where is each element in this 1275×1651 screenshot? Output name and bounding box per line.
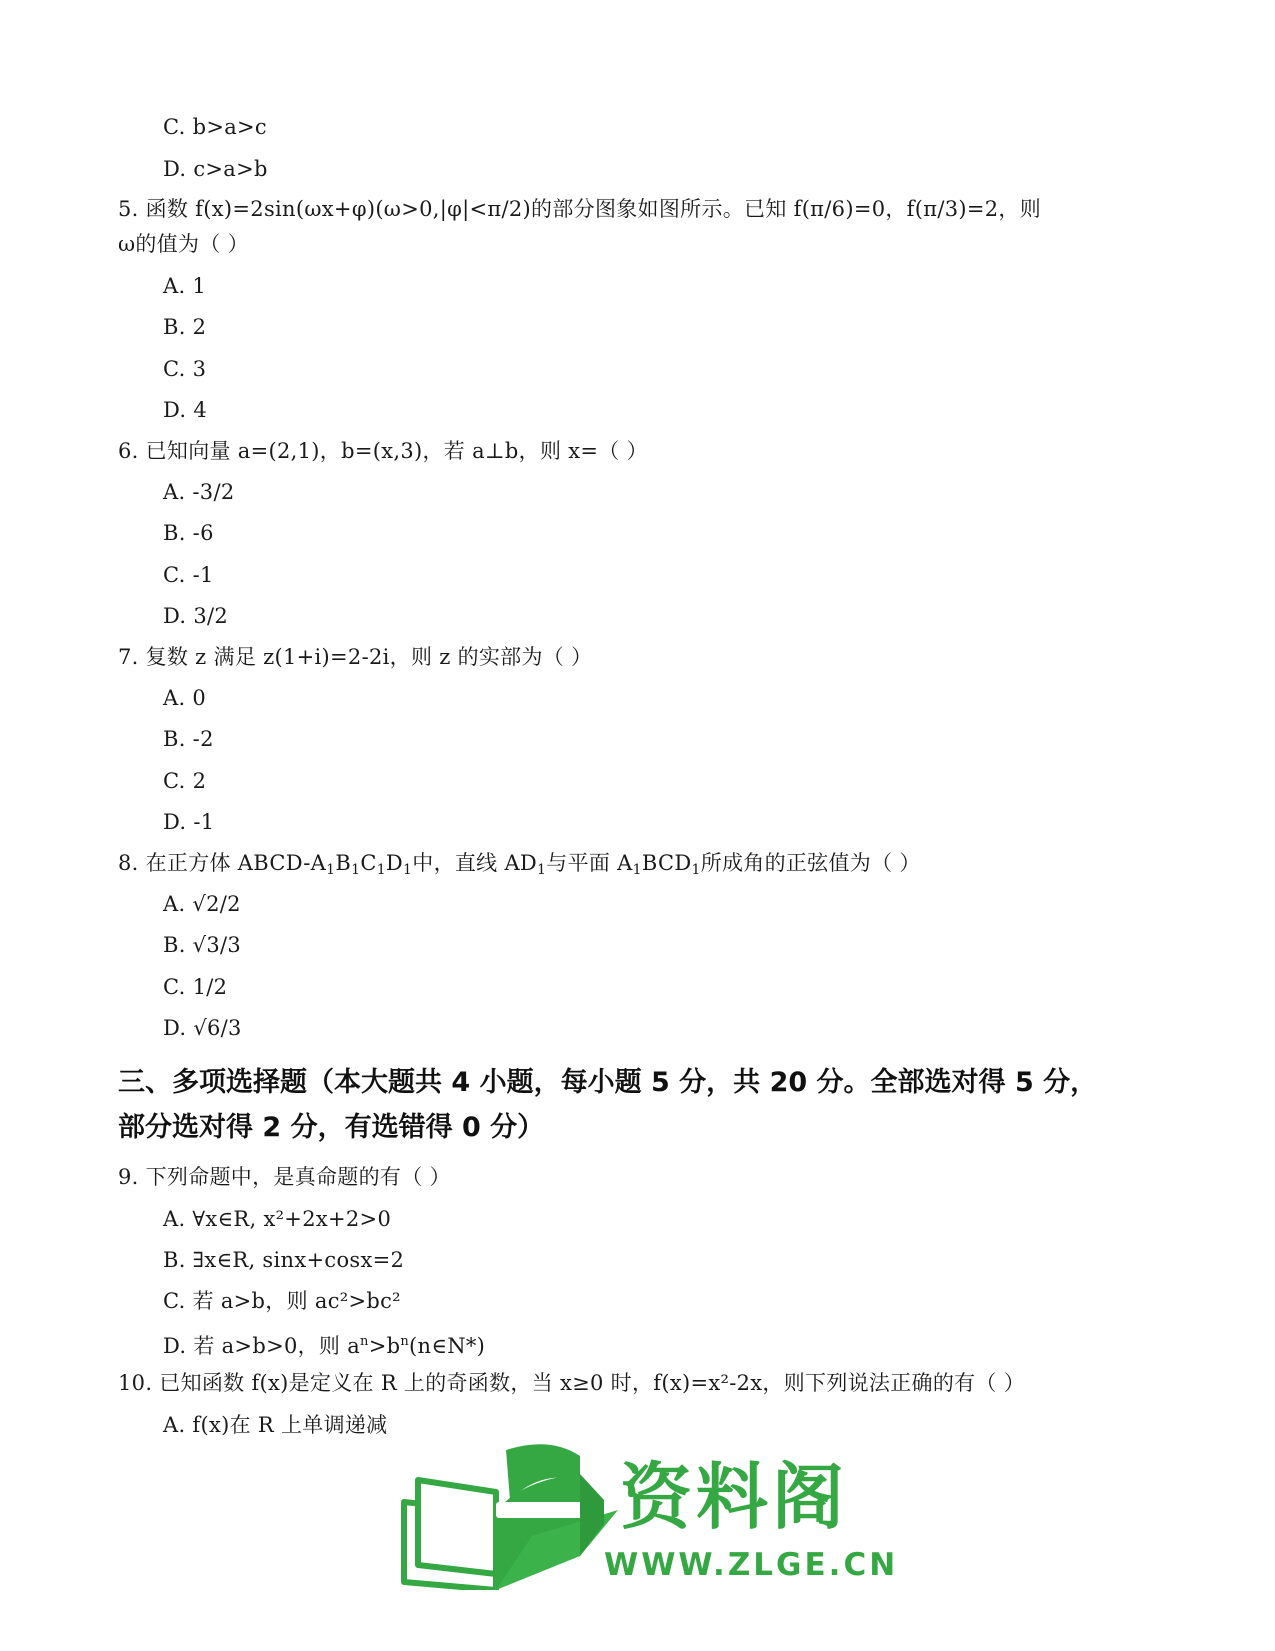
q8-subscript: 1 [537, 862, 547, 878]
q8-text: BCD [641, 851, 692, 875]
q7-stem: 7. 复数 z 满足 z(1+i)=2-2i，则 z 的实部为（ ） [118, 645, 593, 669]
q5-option-c: C. 3 [163, 357, 207, 381]
q5-stem-line2: ω的值为（ ） [118, 232, 249, 256]
q8-subscript: 1 [691, 862, 701, 878]
q8-text: 8. 在正方体 ABCD-A [118, 851, 327, 875]
q4-option-d: D. c>a>b [163, 157, 268, 181]
q8-option-a: A. √2/2 [163, 892, 241, 916]
q5-option-d: D. 4 [163, 398, 207, 422]
q9-stem: 9. 下列命题中，是真命题的有（ ） [118, 1165, 451, 1189]
q8-text: 中，直线 AD [412, 851, 538, 875]
q8-option-c: C. 1/2 [163, 975, 228, 999]
q8-text: C [360, 851, 377, 875]
q7-option-b: B. -2 [163, 727, 214, 751]
q9-option-a: A. ∀x∈R, x²+2x+2>0 [163, 1207, 392, 1231]
q8-subscript: 1 [632, 862, 642, 878]
q9-d-text: >b [368, 1334, 401, 1358]
q6-option-c: C. -1 [163, 563, 214, 587]
q8-subscript: 1 [376, 862, 386, 878]
q8-text: 与平面 A [546, 851, 633, 875]
q6-option-d: D. 3/2 [163, 604, 229, 628]
q7-option-a: A. 0 [163, 686, 207, 710]
q9-option-b: B. ∃x∈R, sinx+cosx=2 [163, 1248, 405, 1272]
q8-subscript: 1 [351, 862, 361, 878]
q4-option-c: C. b>a>c [163, 115, 267, 139]
q6-stem: 6. 已知向量 a=(2,1)，b=(x,3)，若 a⊥b，则 x=（ ） [118, 439, 648, 463]
q9-d-superscript: n [360, 1334, 369, 1349]
q9-option-d [163, 1328, 485, 1360]
q9-d-superscript: n [400, 1334, 410, 1349]
q8-option-b: B. √3/3 [163, 933, 242, 957]
q10-stem: 10. 已知函数 f(x)是定义在 R 上的奇函数，当 x≥0 时，f(x)=x²-2x，则下列说法正确的有（ ） [118, 1371, 1025, 1395]
q5-stem-line1: 5. 函数 f(x)=2sin(ωx+φ)(ω>0,|φ|<π/2)的部分图象如图所示。已知 f(π/6)=0，f(π/3)=2，则 [118, 197, 1042, 221]
section-heading-line2: 部分选对得 2 分，有选错得 0 分） [118, 1112, 545, 1143]
q8-text: D [385, 851, 404, 875]
watermark-cn-text: 资料阁 [620, 1455, 849, 1539]
q5-option-a: A. 1 [163, 274, 207, 298]
watermark-url-text: WWW.ZLGE.CN [604, 1547, 899, 1583]
q6-option-a: A. -3/2 [163, 480, 235, 504]
q9-d-text: D. 若 a>b>0，则 a [163, 1334, 361, 1358]
q9-d-text: (n∈N*) [409, 1334, 486, 1358]
q5-option-b: B. 2 [163, 315, 207, 339]
q8-subscript: 1 [326, 862, 336, 878]
q9-option-c: C. 若 a>b，则 ac²>bc² [163, 1289, 401, 1313]
q8-text: B [335, 851, 352, 875]
q7-option-c: C. 2 [163, 769, 207, 793]
q8-subscript: 1 [403, 862, 413, 878]
q7-option-d: D. -1 [163, 810, 215, 834]
q6-option-b: B. -6 [163, 521, 214, 545]
q8-stem [118, 849, 921, 884]
section-heading-line1: 三、多项选择题（本大题共 4 小题，每小题 5 分，共 20 分。全部选对得 5 分， [118, 1067, 1098, 1098]
q8-text: 所成角的正弦值为（ ） [700, 851, 921, 875]
q8-option-d: D. √6/3 [163, 1016, 242, 1040]
q10-option-a: A. f(x)在 R 上单调递减 [163, 1413, 388, 1437]
